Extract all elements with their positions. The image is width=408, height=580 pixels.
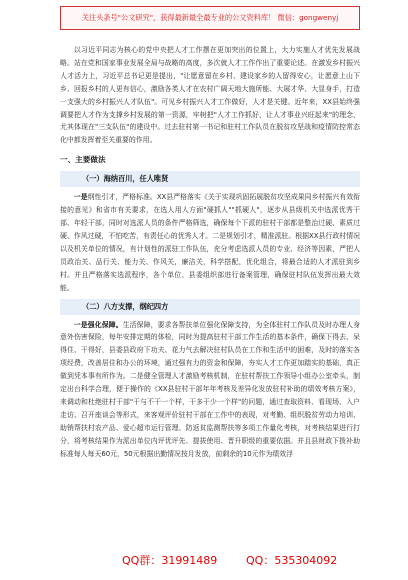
paragraph-1-lead: 一是: [73, 193, 88, 202]
contact-footer: [60, 552, 360, 570]
section-heading: 一、主要做法: [60, 155, 106, 165]
subsection-heading-2: （二）八方支撑，纲纪四方: [60, 299, 360, 315]
promo-banner-text: 关注头条号"公文研究"，获得最新最全最专业的公文资料库！ 微信：gongwenyj: [81, 13, 339, 22]
paragraph-1-text: 纲性引才，严格标准。XX县严格落实《关于实现巩固拓展脱贫攻坚成果同乡村振兴有效衔接的意见》和省市有关要求，在选人用人方面"硬抓人""抓硬人"，逐步从县级机关中选派优秀干部、年轻干部，同时对选派人员的条件严格筛选，确保每个下派的驻村干部都是整治过硬、素质过硬、作风过硬，不怕吃苦，有责任心的优秀人才。二是规划引才，精准派驻。根据XX县行政村情况以及机关单位的情况，有计划性的派驻工作队伍，充分考虑选派人员的专业、经济等因素，严把人员政治关、品行关、能力关、作风关，廉洁关，科学搭配，优化组合，将最合适的人才派驻到乡村。并且严格落实选派程序，各个单位、县委组织部进行备案管理，确保驻村队伍发挥出最大效能。: [60, 193, 361, 292]
paragraph-2-lead: 一是强化保障。: [73, 320, 123, 329]
qq-contact-label: QQ：535304092: [246, 554, 338, 567]
promo-banner: [60, 6, 360, 30]
qq-group-label: QQ群：31991489: [122, 554, 218, 567]
subsection-heading-1: （一）海纳百川，任人唯贤: [60, 171, 360, 187]
intro-paragraph: 以习近平同志为核心的党中央把人才工作摆在更加突出的位置上，大力实施人才优先发展战略。站在党和国家事业发展全局与战略的高度，多次就人才工作作出了重要论述。在激发乡村振兴人才活力上，习近平总书记更是提出，"让愿意留在乡村、建设家乡的人留得安心，让愿意上山下乡、回报乡村的人更有信心，激励各类人才在农村广阔天地大施所能、大展才华、大显身手，打造一支强大的乡村振兴人才队伍"。可见乡村振兴人才工作做好，人才是关键。近年来，XX县始终强调要把人才作为支撑乡村发展的第一资源，牢树把"人才工作抓好，让人才事业兴旺起来"的理念，尤其体现在"三支队伍"的建设中。过去驻村第一书记和驻村工作队员在脱贫攻坚战和疫情防控常态化中都发挥着至关重要的作用。: [60, 46, 360, 145]
document-body: [60, 44, 360, 460]
paragraph-2: [60, 319, 360, 461]
paragraph-2-text: 生活保障，要求各帮扶单位强化保障支持，为全体驻村工作队员及时办理人身意外伤害保险，每年安排定期的体检，同时为提高驻村干部工作生活的基本条件，确保下得去、呆得住、干得好，县委县政府下功夫、花力气去解决驻村队员在工作和生活中的困难，及时的落实各项经费，改善居住和办公的环境，通过强有力的资金和保障，夯实人才工作更加踏实的基础，真正做到凭本事有所作为。二是健全管理人才激励考核机制，在驻村帮扶工作领导小组办公室牵头，制定出台科学合理，便于操作的《XX县驻村干部年年考核及差异化发放驻村补助的绩效考核方案》，来调动和杜绝驻村干部"干与不干一个样，干多干少一个样"的问题，通过查取资料、看现场、入户走访、召开座谈会等形式，来客观评价驻村干部在工作中的表现，对考勤、组织脱贫劳动力培训、助销帮扶村农产品、爱心超市运行管理、防返贫监测帮扶等多项工作量化考核，对考核结果进行打分，将考核结果作为派出单位内评优评先、提拔使用、晋升职级的重要依据。并且县财政下拨补助标准每人每天60元，50元根据出勤情况按月发放，前剩余的10元作为绩效浮: [60, 320, 361, 458]
paragraph-1: [60, 191, 360, 294]
